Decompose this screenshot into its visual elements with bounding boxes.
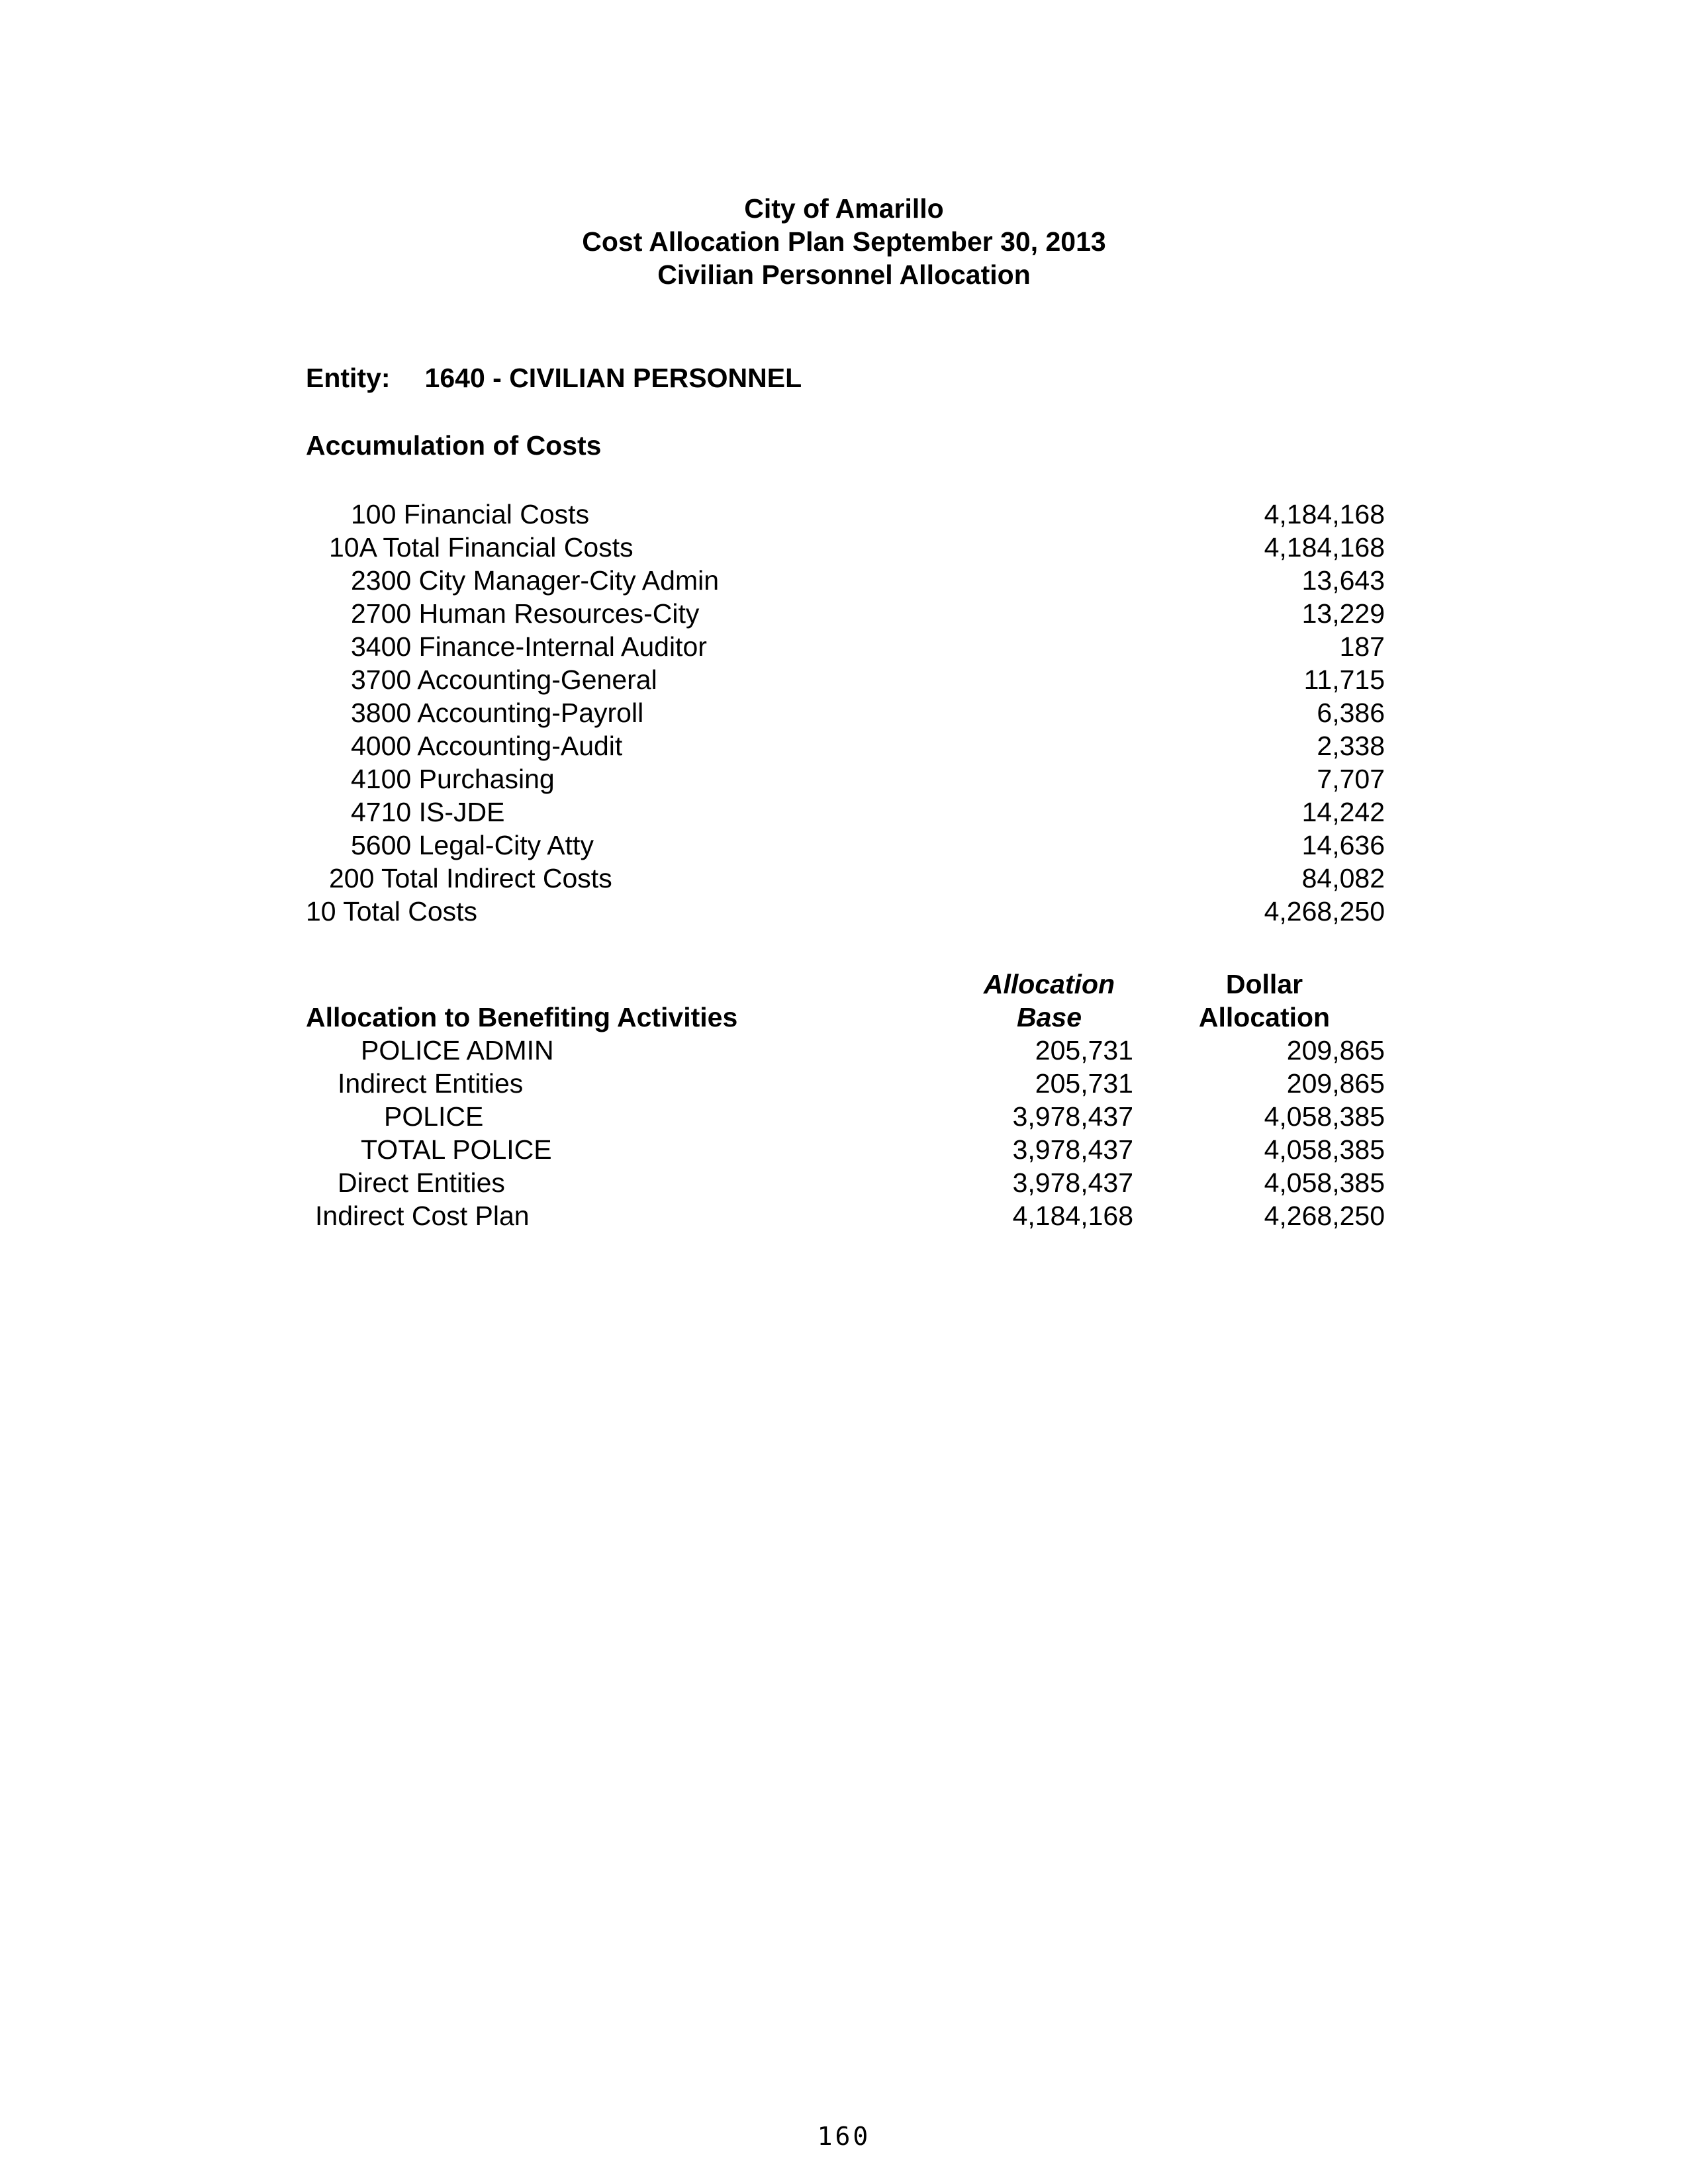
dollar-allocation-value: 209,865	[1286, 1035, 1385, 1066]
cost-amount: 4,184,168	[1264, 499, 1385, 529]
cost-amount: 4,268,250	[1264, 896, 1385, 927]
cost-label: 10 Total Costs	[306, 896, 478, 927]
dollar-allocation-value: 209,865	[1286, 1068, 1385, 1099]
dollar-allocation-header	[1185, 968, 1344, 1034]
entity-row	[306, 363, 802, 394]
header-plan: Cost Allocation Plan September 30, 2013	[582, 226, 1106, 257]
cost-row	[0, 895, 1688, 928]
cost-amount: 2,338	[1317, 731, 1385, 761]
cost-row	[0, 663, 1688, 696]
allocation-row	[0, 1067, 1688, 1100]
cost-row	[0, 762, 1688, 796]
cost-label: 3700 Accounting-General	[351, 664, 657, 695]
allocation-label: Indirect Cost Plan	[315, 1201, 530, 1231]
cost-label: 3400 Finance-Internal Auditor	[351, 631, 707, 662]
allocation-row	[0, 1034, 1688, 1067]
cost-amount: 187	[1339, 631, 1385, 662]
cost-row	[0, 696, 1688, 729]
allocation-base-header-line2: Base	[1016, 1002, 1082, 1032]
allocation-label: POLICE	[384, 1101, 484, 1132]
allocation-base-value: 205,731	[1035, 1035, 1133, 1066]
cost-amount: 14,636	[1301, 830, 1385, 860]
cost-amount: 14,242	[1301, 797, 1385, 827]
allocation-base-value: 3,978,437	[1012, 1101, 1133, 1132]
dollar-allocation-header-line2: Allocation	[1198, 1002, 1331, 1032]
cost-row	[0, 630, 1688, 663]
cost-row	[0, 531, 1688, 564]
cost-amount: 6,386	[1317, 698, 1385, 728]
cost-label: 200 Total Indirect Costs	[329, 863, 612, 893]
allocation-base-value: 3,978,437	[1012, 1167, 1133, 1198]
cost-row	[0, 829, 1688, 862]
cost-row	[0, 564, 1688, 597]
allocation-label: Indirect Entities	[338, 1068, 524, 1099]
dollar-allocation-value: 4,268,250	[1264, 1201, 1385, 1231]
cost-row	[0, 862, 1688, 895]
document-header	[0, 192, 1688, 291]
allocation-base-header	[966, 968, 1132, 1034]
cost-label: 2700 Human Resources-City	[351, 598, 700, 629]
allocation-row	[0, 1199, 1688, 1232]
cost-label: 3800 Accounting-Payroll	[351, 698, 644, 728]
cost-amount: 13,643	[1301, 565, 1385, 596]
cost-amount: 7,707	[1317, 764, 1385, 794]
entity-label: Entity:	[306, 363, 391, 393]
allocation-row	[0, 1166, 1688, 1199]
allocation-label: TOTAL POLICE	[361, 1134, 552, 1165]
allocation-row	[0, 1100, 1688, 1133]
cost-row	[0, 498, 1688, 531]
allocation-base-value: 3,978,437	[1012, 1134, 1133, 1165]
accumulation-title: Accumulation of Costs	[306, 430, 602, 461]
cost-label: 4710 IS-JDE	[351, 797, 505, 827]
cost-amount: 4,184,168	[1264, 532, 1385, 563]
cost-label: 10A Total Financial Costs	[329, 532, 633, 563]
allocation-label: Direct Entities	[338, 1167, 505, 1198]
cost-amount: 84,082	[1301, 863, 1385, 893]
dollar-allocation-value: 4,058,385	[1264, 1101, 1385, 1132]
cost-label: 2300 City Manager-City Admin	[351, 565, 720, 596]
allocation-row	[0, 1133, 1688, 1166]
dollar-allocation-header-line1: Dollar	[1225, 969, 1303, 999]
allocation-base-header-line1: Allocation	[983, 969, 1115, 999]
cost-label: 4100 Purchasing	[351, 764, 555, 794]
cost-row	[0, 729, 1688, 762]
allocation-label: POLICE ADMIN	[361, 1035, 554, 1066]
cost-row	[0, 796, 1688, 829]
header-allocation: Civilian Personnel Allocation	[657, 259, 1031, 290]
dollar-allocation-value: 4,058,385	[1264, 1167, 1385, 1198]
cost-row	[0, 597, 1688, 630]
cost-label: 100 Financial Costs	[351, 499, 590, 529]
cost-amount: 11,715	[1303, 664, 1385, 695]
dollar-allocation-value: 4,058,385	[1264, 1134, 1385, 1165]
cost-amount: 13,229	[1301, 598, 1385, 629]
cost-label: 4000 Accounting-Audit	[351, 731, 623, 761]
allocation-base-value: 205,731	[1035, 1068, 1133, 1099]
cost-label: 5600 Legal-City Atty	[351, 830, 594, 860]
entity-value: 1640 - CIVILIAN PERSONNEL	[424, 363, 802, 393]
page-number: 160	[817, 2122, 871, 2151]
header-city: City of Amarillo	[744, 193, 944, 224]
allocation-base-value: 4,184,168	[1012, 1201, 1133, 1231]
allocation-title: Allocation to Benefiting Activities	[306, 1002, 738, 1032]
